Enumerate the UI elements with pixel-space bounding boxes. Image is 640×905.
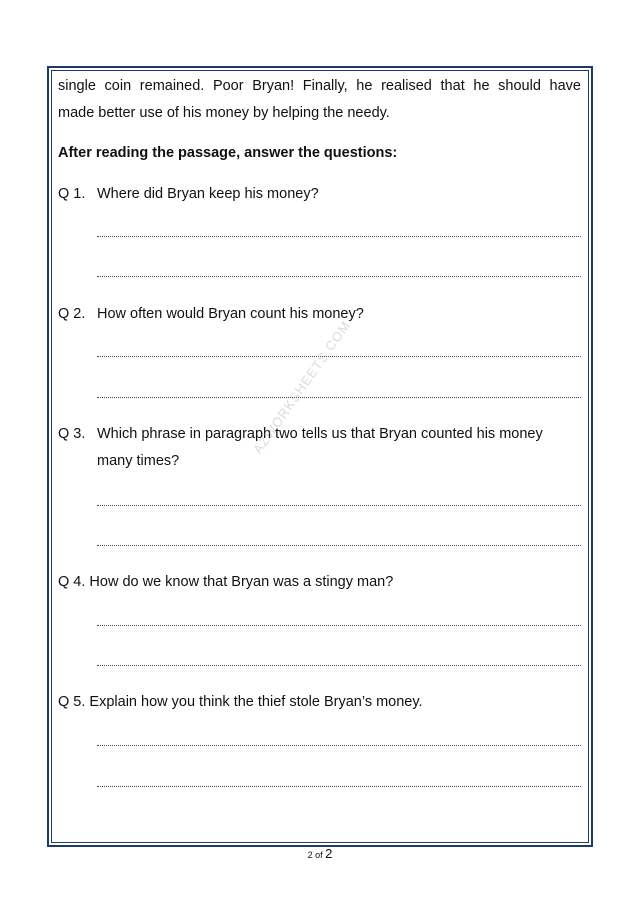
answer-line[interactable] [97,505,581,506]
passage-line-2: made better use of his money by helping the needy. [58,105,390,121]
question-2-number: Q 2. [58,306,86,322]
answer-line[interactable] [97,276,581,277]
answer-line[interactable] [97,625,581,626]
instructions-heading: After reading the passage, answer the questions: [58,145,398,161]
page-number-prefix: 2 of [307,850,326,860]
answer-line[interactable] [97,786,581,787]
answer-line[interactable] [97,745,581,746]
question-5-text: Q 5. Explain how you think the thief stole Bryan’s money. [58,694,423,710]
question-1-number: Q 1. [58,186,86,202]
watermark: AZWORKSHEETS.COM [250,317,354,457]
answer-line[interactable] [97,356,581,357]
page-number-total: 2 [325,846,333,861]
question-3-text-continued: many times? [97,453,180,469]
answer-line[interactable] [97,236,581,237]
answer-line[interactable] [97,665,581,666]
question-1-text: Where did Bryan keep his money? [97,186,319,202]
question-3-number: Q 3. [58,426,86,442]
question-2-text: How often would Bryan count his money? [97,306,364,322]
question-3-text: Which phrase in paragraph two tells us that Bryan counted his money [97,426,543,442]
answer-line[interactable] [97,545,581,546]
answer-line[interactable] [97,397,581,398]
page-number [0,846,640,861]
passage-line-1: single coin remained. Poor Bryan! Finally, he realised that he should have [58,78,581,94]
question-4-text: Q 4. How do we know that Bryan was a stingy man? [58,574,394,590]
